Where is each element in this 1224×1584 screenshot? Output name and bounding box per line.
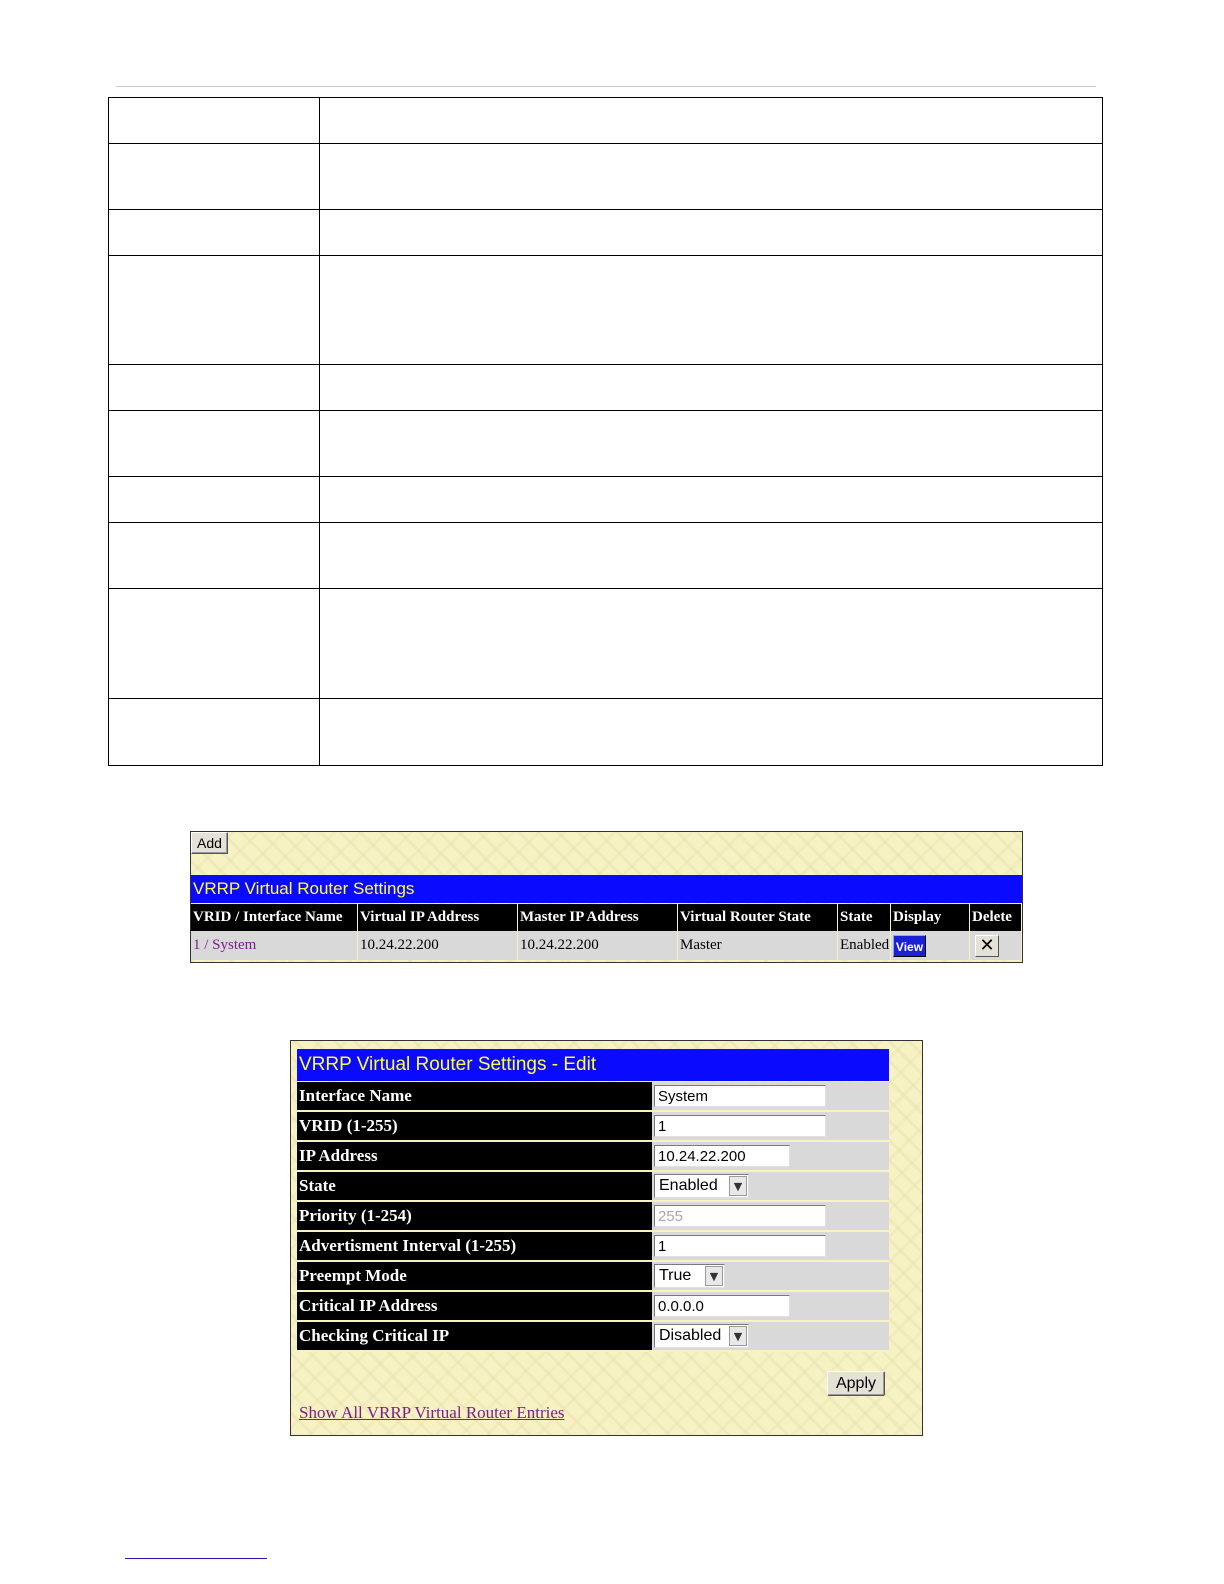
preempt-mode-select-value: True [659,1267,692,1284]
col-header-display: Display [891,904,970,931]
form-row-checking-critical-ip [297,1322,889,1352]
form-row-priority [297,1202,889,1232]
critical-ip-label: Critical IP Address [297,1292,652,1322]
priority-cell [652,1202,889,1232]
vrid-label: VRID (1-255) [297,1112,652,1142]
preempt-mode-label: Preempt Mode [297,1262,652,1292]
checking-critical-ip-select[interactable] [654,1324,749,1348]
param-cell [109,365,320,411]
description-cell [320,523,1103,589]
description-cell [320,411,1103,477]
description-cell [320,365,1103,411]
form-row-vrid [297,1112,889,1142]
form-row-preempt-mode [297,1262,889,1292]
param-cell [109,699,320,766]
critical-ip-input[interactable] [654,1295,790,1317]
state-cell: Enabled [838,931,891,960]
col-header-vrid: VRID / Interface Name [191,904,358,931]
form-row-interface-name [297,1082,889,1112]
view-button[interactable]: View [893,935,926,957]
col-header-delete: Delete [970,904,1022,931]
chevron-down-icon[interactable]: ▼ [705,1266,723,1286]
priority-label: Priority (1-254) [297,1202,652,1232]
priority-input [654,1205,826,1227]
edit-title-bar: VRRP Virtual Router Settings - Edit [297,1049,889,1081]
param-cell [109,523,320,589]
description-cell [320,210,1103,256]
description-cell [320,699,1103,766]
param-cell [109,98,320,144]
interface-name-cell [652,1082,889,1112]
vrid-link[interactable]: 1 / System [193,937,257,953]
add-button[interactable]: Add [191,832,228,854]
critical-ip-cell [652,1292,889,1322]
col-header-master-ip: Master IP Address [518,904,678,931]
apply-button[interactable]: Apply [827,1371,885,1396]
close-x-icon[interactable]: ✕ [975,935,999,957]
table-header-row [191,904,1022,931]
param-cell [109,477,320,523]
state-cell [652,1172,889,1202]
interface-name-label: Interface Name [297,1082,652,1112]
description-cell [320,477,1103,523]
description-cell [320,144,1103,210]
chevron-down-icon[interactable]: ▼ [729,1176,747,1196]
vrrp-list-table [191,904,1022,960]
preempt-mode-select[interactable] [654,1264,725,1288]
state-select-value: Enabled [659,1177,718,1194]
show-all-entries-link[interactable]: Show All VRRP Virtual Router Entries [299,1403,565,1422]
footer-link-underline [125,1558,267,1559]
param-cell [109,144,320,210]
param-cell [109,411,320,477]
master-ip-cell: 10.24.22.200 [518,931,678,960]
vrid-cell[interactable] [191,931,358,960]
checking-critical-ip-cell [652,1322,889,1352]
ip-address-input[interactable] [654,1145,790,1167]
col-header-router-state: Virtual Router State [678,904,838,931]
description-cell [320,256,1103,365]
param-cell [109,210,320,256]
vrid-cell [652,1112,889,1142]
param-cell [109,589,320,699]
advertisement-interval-label: Advertisment Interval (1-255) [297,1232,652,1262]
form-row-ip-address [297,1142,889,1172]
preempt-mode-cell [652,1262,889,1292]
header-rule [116,86,1096,87]
checking-critical-ip-label: Checking Critical IP [297,1322,652,1352]
state-label: State [297,1172,652,1202]
display-cell [891,931,970,960]
edit-form-table [297,1082,889,1352]
form-row-advertisement-interval [297,1232,889,1262]
vrid-input[interactable] [654,1115,826,1137]
vrrp-edit-panel [290,1040,923,1436]
col-header-virtual-ip: Virtual IP Address [358,904,518,931]
advertisement-interval-input[interactable] [654,1235,826,1257]
list-title-bar: VRRP Virtual Router Settings [191,875,1022,903]
router-state-cell: Master [678,931,838,960]
description-cell [320,589,1103,699]
vrrp-list-panel [190,831,1023,963]
delete-cell [970,931,1022,960]
state-select[interactable] [654,1174,749,1198]
param-cell [109,256,320,365]
interface-name-input[interactable] [654,1085,826,1107]
advertisement-interval-cell [652,1232,889,1262]
virtual-ip-cell: 10.24.22.200 [358,931,518,960]
chevron-down-icon[interactable]: ▼ [729,1326,747,1346]
parameter-description-table [108,97,1103,766]
col-header-state: State [838,904,891,931]
checking-critical-ip-select-value: Disabled [659,1327,722,1344]
ip-address-cell [652,1142,889,1172]
ip-address-label: IP Address [297,1142,652,1172]
description-cell [320,98,1103,144]
form-row-state [297,1172,889,1202]
form-row-critical-ip [297,1292,889,1322]
table-row [191,931,1022,960]
